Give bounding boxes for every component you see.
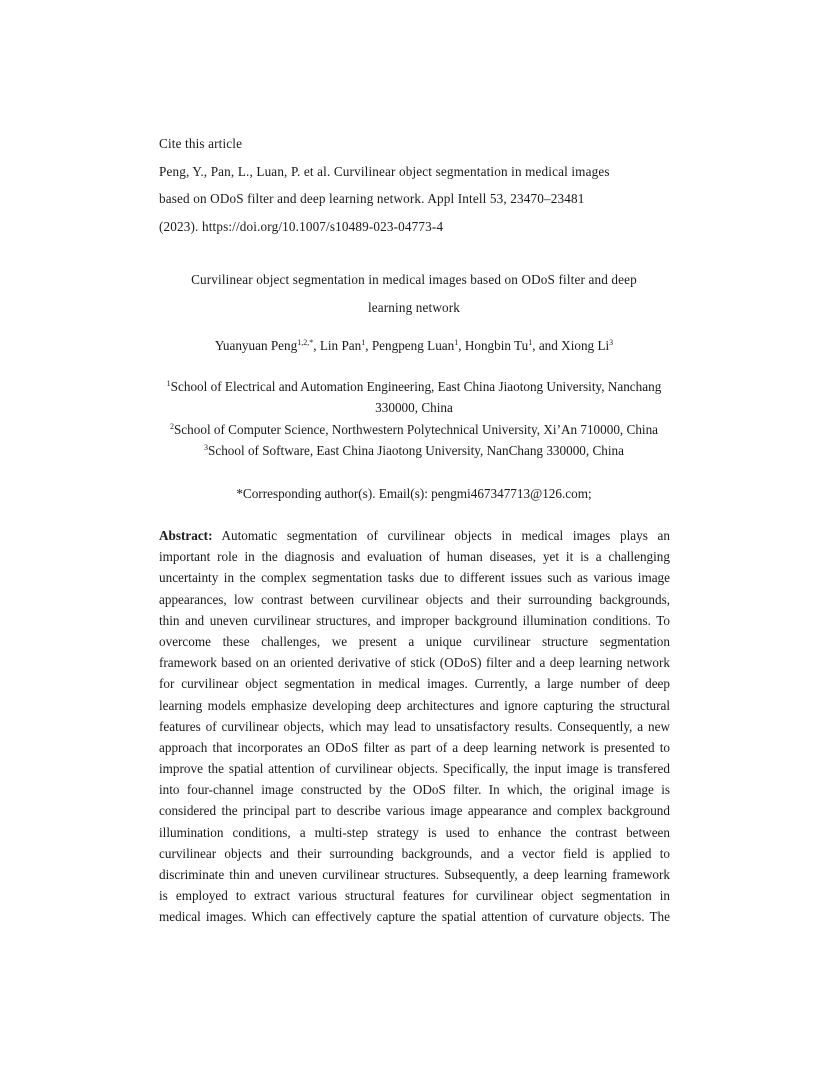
title-line: learning network xyxy=(367,299,461,315)
abstract-line: framework based on an oriented derivative of stick (ODoS) filter and a deep learning network xyxy=(159,655,670,671)
author-separator: , xyxy=(313,338,320,353)
author-affiliation-mark: 3 xyxy=(609,338,614,347)
author-affiliation-mark: 1 xyxy=(528,338,533,347)
cite-line: Peng, Y., Pan, L., Luan, P. et al. Curvilinear object segmentation in medical images xyxy=(159,163,610,179)
abstract-line: overcome these challenges, we present a unique curvilinear structure segmentation xyxy=(159,633,670,649)
author-separator: , xyxy=(458,338,465,353)
affiliation-mark: 3 xyxy=(204,442,209,452)
abstract-text: Automatic segmentation of curvilinear objects in medical images plays an xyxy=(212,528,670,543)
author-name: Xiong Li xyxy=(561,338,610,353)
affiliation-mark: 2 xyxy=(169,421,174,431)
affiliation-text: School of Computer Science, Northwestern Polytechnical University, Xi’An 710000, China xyxy=(173,421,659,437)
paper-title xyxy=(130,270,698,325)
abstract-line: uncertainty in the complex segmentation tasks due to different issues such as various image xyxy=(159,570,670,586)
author-affiliation-mark: 1 xyxy=(361,338,366,347)
abstract-line: illumination conditions, a multi-step strategy is used to enhance the contrast between xyxy=(159,824,670,840)
author-separator: , xyxy=(365,338,372,353)
abstract-line: important role in the diagnosis and evaluation of human diseases, yet it is a challenging xyxy=(159,549,670,565)
cite-heading: Cite this article xyxy=(159,136,243,151)
abstract-line: curvilinear objects and their surrounding backgrounds, and a vector field is applied to xyxy=(159,845,670,861)
affiliation-line xyxy=(120,441,708,462)
author-affiliation-mark: 1 xyxy=(454,338,459,347)
cite-line: based on ODoS filter and deep learning network. Appl Intell 53, 23470–23481 xyxy=(159,191,585,206)
affiliation-line xyxy=(120,398,708,419)
abstract-line: medical images. Which can effectively capture the spatial attention of curvature objects. The xyxy=(159,909,670,925)
author-list xyxy=(100,336,728,356)
abstract xyxy=(159,526,670,929)
abstract-line: is employed to extract various structural features for curvilinear object segmentation in xyxy=(159,888,670,904)
affiliation-mark: 1 xyxy=(166,379,171,388)
abstract-line: appearances, low contrast between curvilinear objects and their surrounding backgrounds, xyxy=(159,591,670,607)
abstract-line: discriminate thin and uneven curvilinear structures. Subsequently, a deep learning framework xyxy=(159,867,670,882)
affiliation-line xyxy=(120,377,708,398)
abstract-line: approach that incorporates an ODoS filter as part of a deep learning network is presented to xyxy=(159,739,670,755)
affiliation-text: School of Software, East China Jiaotong University, NanChang 330000, China xyxy=(208,442,624,458)
corresponding-author: *Corresponding author(s). Email(s): pengmi467347713@126.com; xyxy=(236,486,592,501)
abstract-line: considered the principal part to describe various image appearance and complex background xyxy=(159,803,670,819)
affiliation-line xyxy=(120,420,708,441)
author-name: Hongbin Tu xyxy=(464,338,529,353)
abstract-line: into four-channel image constructed by the ODoS filter. In which, the original image is xyxy=(159,782,670,798)
abstract-line: for curvilinear object segmentation in medical images. Currently, a large number of deep xyxy=(159,676,670,692)
abstract-line: improve the spatial attention of curvilinear objects. Specifically, the input image is transfered xyxy=(159,761,670,777)
abstract-line: thin and uneven curvilinear structures, and improper background illumination conditions. To xyxy=(159,612,670,628)
affiliations xyxy=(120,377,708,462)
abstract-line xyxy=(159,526,670,547)
affiliation-text: School of Electrical and Automation Engineering, East China Jiaotong University, Nanchang xyxy=(170,379,662,394)
abstract-line: features of curvilinear objects, which may lead to unsatisfactory results. Consequently, a new xyxy=(159,718,670,734)
citation-block xyxy=(159,134,679,244)
cite-line: (2023). https://doi.org/10.1007/s10489-023-04773-4 xyxy=(159,218,444,234)
abstract-line: learning models emphasize developing deep architectures and ignore capturing the structural xyxy=(159,697,670,713)
author-name: Lin Pan xyxy=(319,338,362,353)
author-separator: , and xyxy=(532,338,562,353)
affiliation-text: 330000, China xyxy=(375,400,453,416)
abstract-label: Abstract: xyxy=(159,528,213,543)
title-line: Curvilinear object segmentation in medical images based on ODoS filter and deep xyxy=(191,272,637,287)
author-affiliation-mark: 1,2,* xyxy=(297,338,314,347)
author-name: Pengpeng Luan xyxy=(371,338,455,353)
author-name: Yuanyuan Peng xyxy=(214,338,298,353)
